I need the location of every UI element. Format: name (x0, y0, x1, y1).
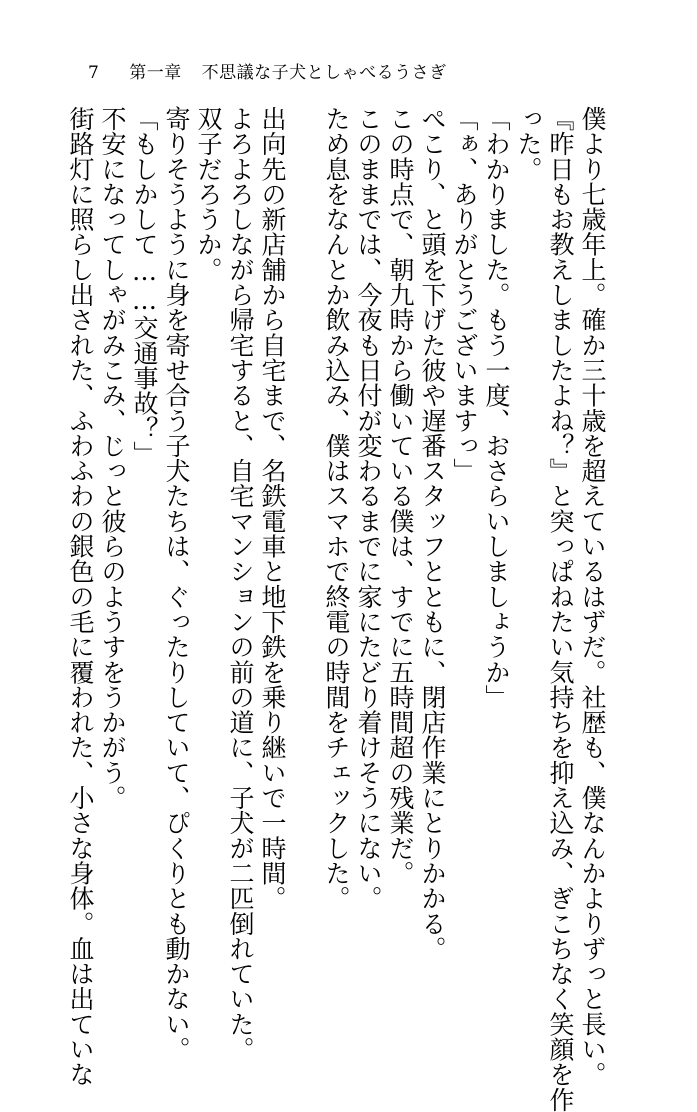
text-line: この時点で、朝九時から働いている僕は、すでに五時間超の残業だ。 (386, 106, 415, 886)
chapter-title: 不思議な子犬としゃべるうさぎ (201, 63, 447, 83)
text-line: 不安になってしゃがみこみ、じっと彼らのようすをうかがう。 (98, 106, 127, 811)
text-line: ぺこり、と頭を下げた彼や遅番スタッフとともに、閉店作業にとりかかる。 (418, 106, 447, 962)
text-line: った。 (514, 106, 543, 182)
text-line: 『昨日もお教えしましたよね？』と突っぱねたい気持ちを抑え込み、ぎこちなく笑顔を作 (546, 106, 575, 1112)
text-line: 僕より七歳年上。確か三十歳を超えているはずだ。社歴も、僕なんかよりずっと長い。 (578, 106, 607, 1087)
text-line: 街路灯に照らし出された、ふわふわの銀色の毛に覆われた、小さな身体。血は出ていな (66, 106, 95, 1087)
text-line: よろよろしながら帰宅すると、自宅マンションの前の道に、子犬が二匹倒れていた。 (226, 106, 255, 1062)
text-line: 「わかりました。もう一度、おさらいしましょうか」 (482, 106, 511, 710)
running-header (88, 58, 447, 83)
text-line: 双子だろうか。 (194, 106, 223, 283)
text-line: 「もしかして……交通事故？」 (130, 106, 159, 467)
text-line: 寄りそうように身を寄せ合う子犬たちは、ぐったりしていて、ぴくりとも動かない。 (162, 106, 191, 1062)
text-line: 「ぁ、ありがとうございますっ」 (450, 106, 479, 484)
text-line: ため息をなんとか飲み込み、僕はスマホで終電の時間をチェックした。 (322, 106, 351, 911)
page-number: 7 (88, 63, 100, 83)
text-line: 出向先の新店舗から自宅まで、名鉄電車と地下鉄を乗り継いで一時間。 (258, 106, 287, 911)
chapter-label: 第一章 (129, 63, 182, 83)
text-line: このままでは、今夜も日付が変わるまでに家にたどり着けそうにない。 (354, 106, 383, 911)
